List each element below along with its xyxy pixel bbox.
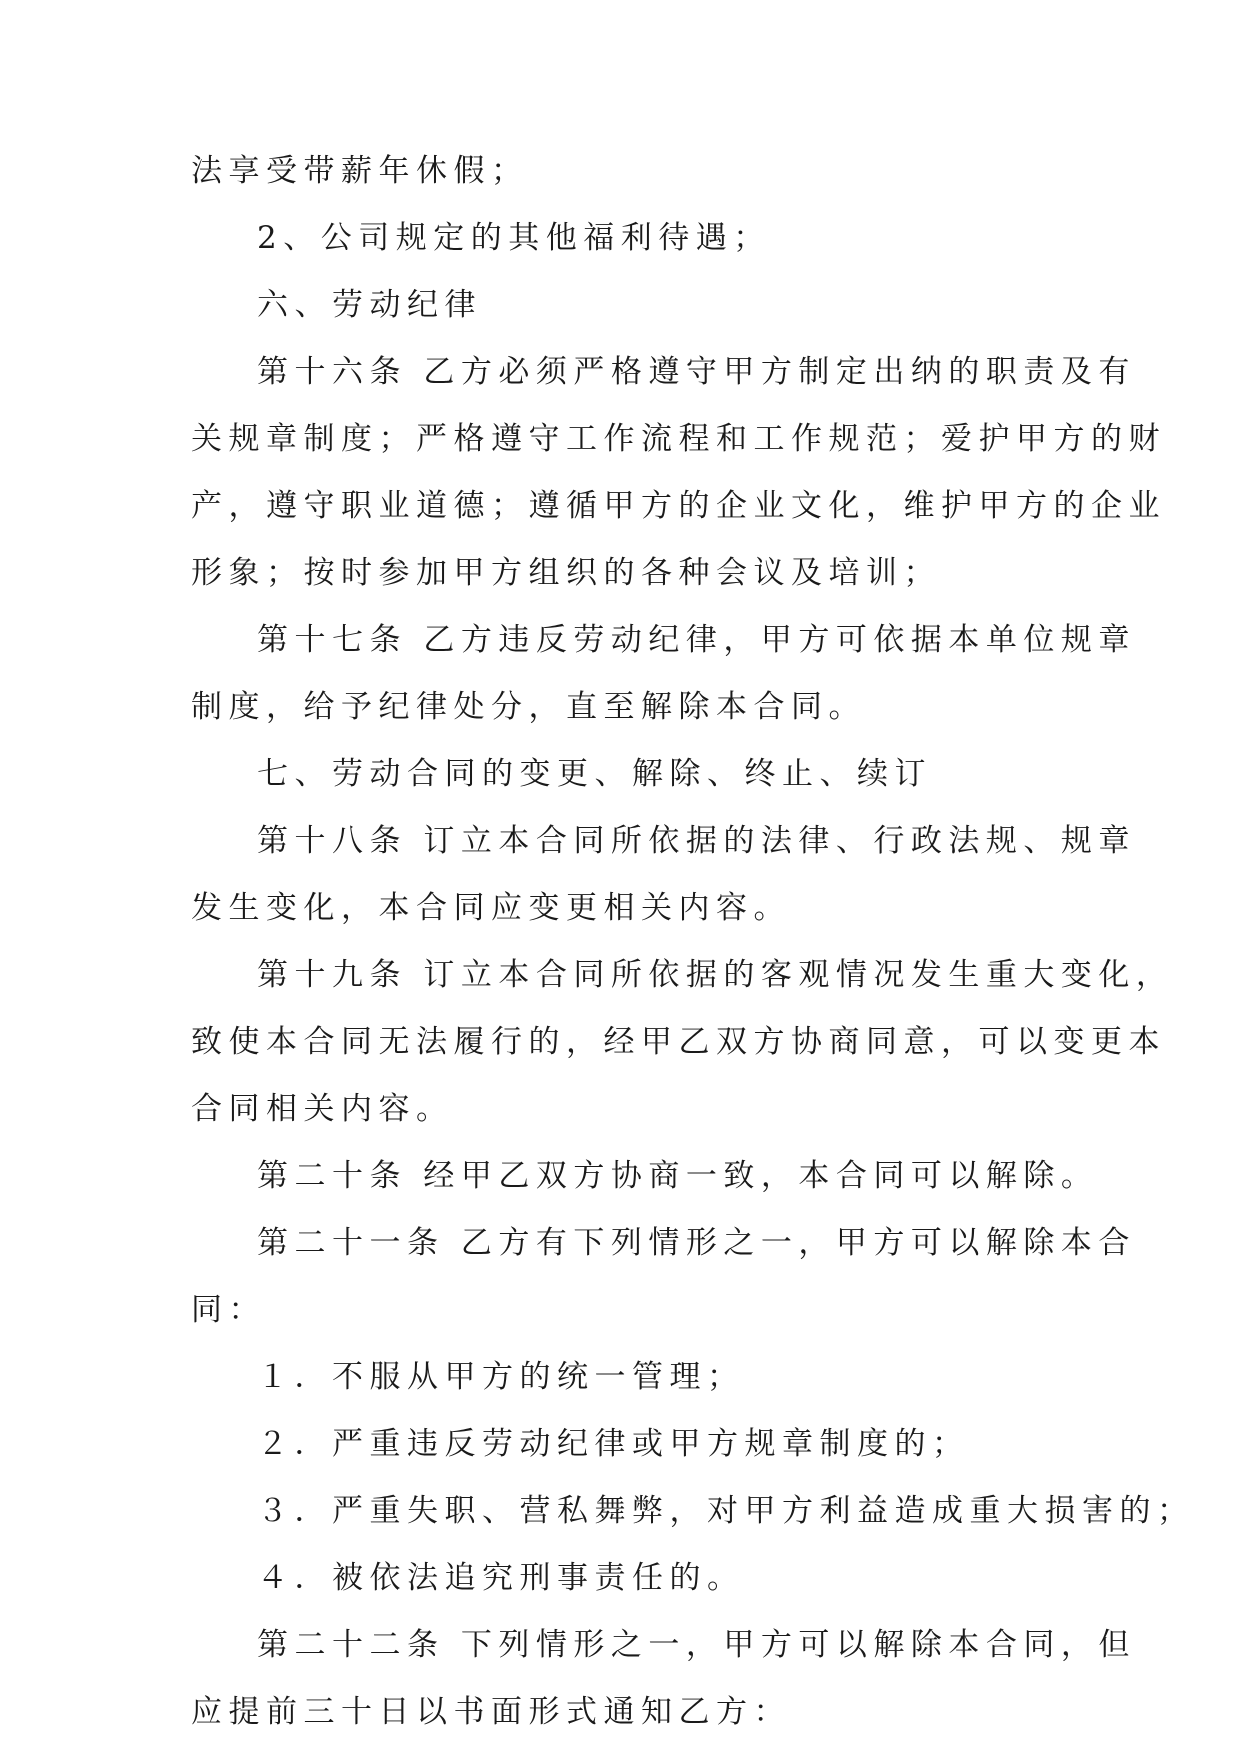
text-line: 第十六条 乙方必须严格遵守甲方制定出纳的职责及有 [257,354,1136,390]
text-line: 发生变化，本合同应变更相关内容。 [191,890,791,926]
section-heading: 七、劳动合同的变更、解除、终止、续订 [257,756,932,792]
list-item: １．不服从甲方的统一管理； [257,1359,745,1395]
text-line: 第二十一条 乙方有下列情形之一，甲方可以解除本合 [257,1225,1136,1261]
list-item: ３．严重失职、营私舞弊，对甲方利益造成重大损害的； [257,1493,1195,1529]
text-line: 产，遵守职业道德；遵循甲方的企业文化，维护甲方的企业 [191,488,1166,524]
text-line: 第十九条 订立本合同所依据的客观情况发生重大变化， [257,957,1174,993]
document-body [191,153,1195,1730]
text-line: 第十七条 乙方违反劳动纪律，甲方可依据本单位规章 [257,622,1136,658]
text-line: 同： [191,1292,266,1328]
list-item: ４．被依法追究刑事责任的。 [257,1560,745,1596]
text-line: 2、公司规定的其他福利待遇； [257,220,771,256]
text-line: 关规章制度；严格遵守工作流程和工作规范；爱护甲方的财 [191,421,1166,457]
text-line: 合同相关内容。 [191,1091,454,1127]
text-line: 应提前三十日以书面形式通知乙方： [191,1694,791,1730]
text-line: 制度，给予纪律处分，直至解除本合同。 [191,689,866,725]
list-item: ２．严重违反劳动纪律或甲方规章制度的； [257,1426,970,1462]
section-heading: 六、劳动纪律 [257,287,482,323]
text-line: 第十八条 订立本合同所依据的法律、行政法规、规章 [257,823,1136,859]
text-line: 第二十条 经甲乙双方协商一致，本合同可以解除。 [257,1158,1099,1194]
text-line: 法享受带薪年休假； [191,153,529,189]
text-line: 形象；按时参加甲方组织的各种会议及培训； [191,555,941,591]
text-line: 第二十二条 下列情形之一，甲方可以解除本合同，但 [257,1627,1136,1663]
text-line: 致使本合同无法履行的，经甲乙双方协商同意，可以变更本 [191,1024,1166,1060]
